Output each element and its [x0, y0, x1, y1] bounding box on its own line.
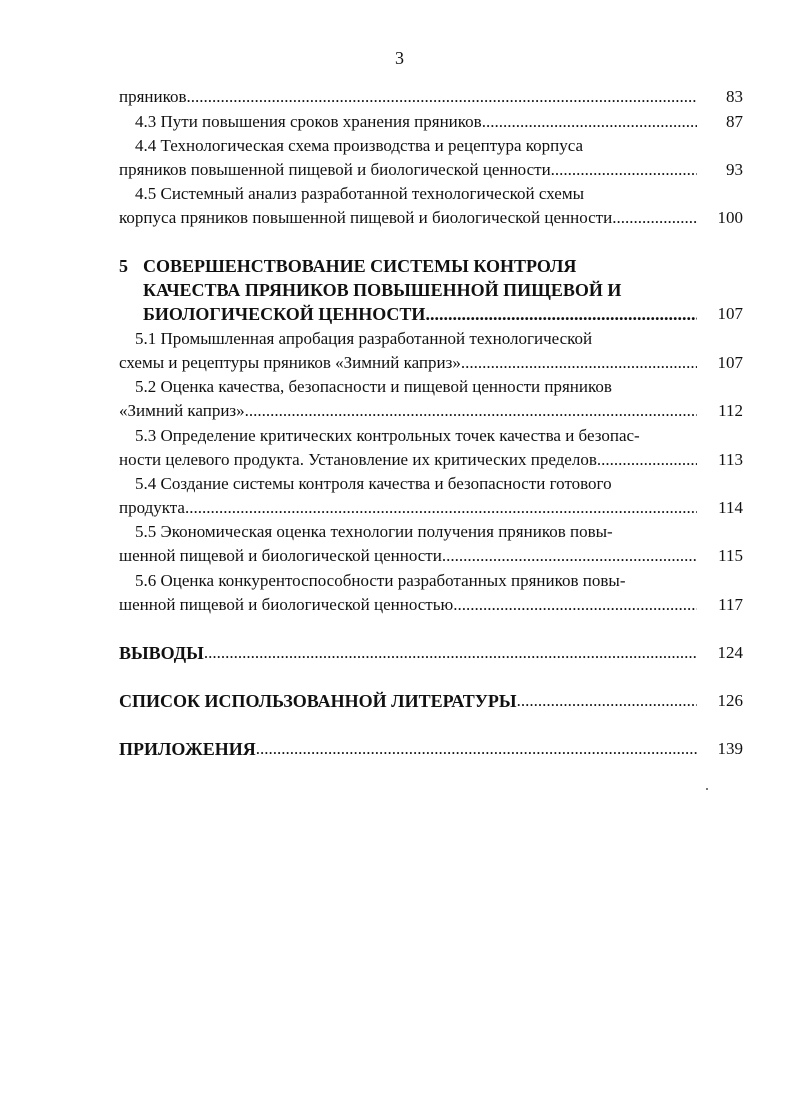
chapter-5-title-line2[interactable]: КАЧЕСТВА ПРЯНИКОВ ПОВЫШЕННОЙ ПИЩЕВОЙ И [143, 280, 622, 300]
leader-dots [453, 594, 697, 616]
leader-dots [256, 738, 697, 760]
leader-dots [621, 207, 697, 229]
toc-page-number: 83 [726, 87, 743, 106]
toc-entry-text: ВЫВОДЫ [119, 643, 204, 663]
toc-page-number: 126 [717, 691, 743, 710]
toc-entry-5-3-line1[interactable]: 5.3 Определение критических контрольных точек качества и безопас- [135, 426, 640, 445]
toc-page-number: 113 [718, 450, 743, 469]
toc-entry-5-4-line1[interactable]: 5.4 Создание системы контроля качества и безопасности готового [135, 474, 612, 493]
leader-dots [185, 497, 697, 519]
leader-dots [461, 352, 697, 374]
toc-entry-text: продукта [119, 498, 185, 517]
leader-dots [482, 111, 697, 133]
leader-dots [204, 642, 697, 664]
toc-page-number: 124 [717, 643, 743, 662]
page-number: 3 [395, 48, 404, 68]
toc-entry-text: ности целевого продукта. Установление их критических пределов [119, 450, 597, 469]
leader-dots [597, 449, 697, 471]
toc-entry-references[interactable] [119, 690, 697, 712]
toc-entry-pryanikov[interactable] [119, 86, 697, 108]
toc-page-number: 100 [717, 208, 743, 227]
toc-entry-text: пряников.. [119, 87, 196, 106]
toc-entry-text: схемы и рецептуры пряников «Зимний каприз» [119, 353, 461, 372]
toc-entry-text: СПИСОК ИСПОЛЬЗОВАННОЙ ЛИТЕРАТУРЫ [119, 691, 517, 711]
leader-dots [425, 303, 697, 325]
toc-page-number: 93 [726, 160, 743, 179]
toc-page-number: 114 [718, 498, 743, 517]
toc-entry-5-1[interactable] [119, 352, 697, 374]
toc-entry-text: БИОЛОГИЧЕСКОЙ ЦЕННОСТИ [143, 304, 426, 324]
toc-entry-text: корпуса пряников повышенной пищевой и биологической ценности.. [119, 208, 621, 227]
toc-entry-5-2-line1[interactable]: 5.2 Оценка качества, безопасности и пищевой ценности пряников [135, 377, 612, 396]
chapter-5-number: 5 [119, 256, 128, 276]
toc-page-number: 117 [718, 595, 743, 614]
toc-entry-5-2[interactable] [119, 400, 697, 422]
toc-entry-5-3[interactable] [119, 449, 697, 471]
toc-entry-5-1-line1[interactable]: 5.1 Промышленная апробация разработанной технологической [135, 329, 593, 348]
leader-dots [517, 690, 697, 712]
toc-entry-5-5-line1[interactable]: 5.5 Экономическая оценка технологии получения пряников повы- [135, 522, 613, 541]
toc-entry-text: шенной пищевой и биологической ценностью [119, 595, 454, 614]
scan-speck [706, 788, 708, 790]
leader-dots [551, 159, 697, 181]
toc-entry-conclusions[interactable] [119, 642, 697, 664]
toc-entry-text: шенной пищевой и биологической ценности [119, 546, 442, 565]
toc-page-number: 107 [717, 304, 743, 323]
toc-entry-text: 4.3 Пути повышения сроков хранения пряников [135, 112, 482, 131]
leader-dots [442, 545, 697, 567]
toc-entry-5-4[interactable] [119, 497, 697, 519]
toc-page-number: 107 [717, 353, 743, 372]
toc-entry-text: «Зимний каприз» [119, 401, 245, 420]
toc-entry-text: пряников повышенной пищевой и биологической ценности [119, 160, 551, 179]
toc-entry-4-5[interactable] [119, 207, 697, 229]
toc-page-number: 87 [726, 112, 743, 131]
toc-entry-appendices[interactable] [119, 738, 697, 760]
chapter-5-title-line1[interactable]: СОВЕРШЕНСТВОВАНИЕ СИСТЕМЫ КОНТРОЛЯ [143, 256, 577, 276]
leader-dots [195, 86, 697, 108]
toc-page-number: 139 [717, 739, 743, 758]
toc-entry-4-5-line1[interactable]: 4.5 Системный анализ разработанной технологической схемы [135, 184, 585, 203]
toc-entry-5-5[interactable] [119, 545, 697, 567]
chapter-5-title[interactable] [143, 303, 697, 325]
toc-entry-5-6[interactable] [119, 594, 697, 616]
toc-entry-4-4[interactable] [119, 159, 697, 181]
leader-dots [245, 400, 697, 422]
toc-entry-4-3[interactable] [135, 111, 697, 133]
toc-entry-5-6-line1[interactable]: 5.6 Оценка конкурентоспособности разработанных пряников повы- [135, 571, 626, 590]
toc-page-number: 112 [718, 401, 743, 420]
toc-entry-4-4-line1[interactable]: 4.4 Технологическая схема производства и рецептура корпуса [135, 136, 584, 155]
toc-page-number: 115 [718, 546, 743, 565]
toc-entry-text: ПРИЛОЖЕНИЯ [119, 739, 256, 759]
